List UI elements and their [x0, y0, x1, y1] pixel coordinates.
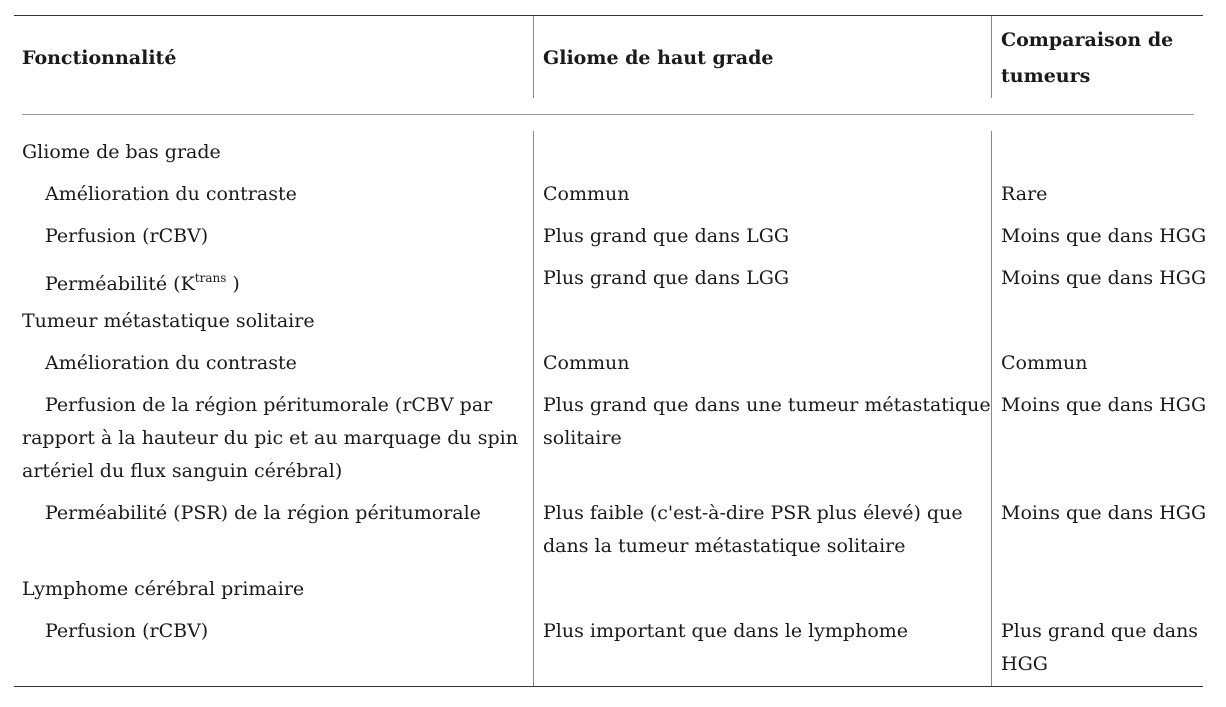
- header-fonctionnalite: Fonctionnalité: [22, 47, 177, 69]
- hgg-cell: Plus important que dans le lymphome: [543, 620, 909, 642]
- comparison-cell: Moins que dans HGG: [1001, 394, 1207, 416]
- hgg-cell: Plus grand que dans LGG: [543, 225, 790, 247]
- column-divider: [533, 131, 534, 686]
- feature-cell-cont: rapport à la hauteur du pic et au marquage du spin: [22, 427, 518, 449]
- hgg-cell: Commun: [543, 352, 630, 374]
- group-label: Lymphome cérébral primaire: [22, 578, 305, 600]
- comparison-cell-cont: HGG: [1001, 653, 1048, 675]
- comparison-cell: Moins que dans HGG: [1001, 502, 1207, 524]
- comparison-cell: Plus grand que dans: [1001, 620, 1199, 642]
- comparison-cell: Rare: [1001, 183, 1048, 205]
- feature-cell: Perfusion (rCBV): [45, 620, 209, 642]
- superscript-trans: trans: [194, 271, 227, 285]
- feature-cell: [45, 262, 240, 301]
- group-label: Tumeur métastatique solitaire: [22, 310, 315, 332]
- hgg-cell-cont: dans la tumeur métastatique solitaire: [543, 535, 906, 557]
- hgg-cell: Plus grand que dans LGG: [543, 267, 790, 289]
- feature-cell: Perfusion (rCBV): [45, 225, 209, 247]
- comparison-table: [14, 15, 1207, 687]
- hgg-cell: Plus grand que dans une tumeur métastatique: [543, 394, 991, 416]
- column-divider: [991, 131, 992, 686]
- feature-cell: Amélioration du contraste: [45, 352, 297, 374]
- feature-cell: Perméabilité (PSR) de la région péritumorale: [45, 502, 481, 524]
- column-divider: [991, 16, 992, 98]
- column-divider: [533, 16, 534, 98]
- feature-cell-cont: artériel du flux sanguin cérébral): [22, 460, 343, 482]
- header-separator: [22, 114, 1194, 115]
- feature-cell: Amélioration du contraste: [45, 183, 297, 205]
- hgg-cell-cont: solitaire: [543, 427, 622, 449]
- feature-text-suffix: ): [226, 273, 240, 295]
- header-comparaison-line2: tumeurs: [1001, 65, 1091, 87]
- group-label: Gliome de bas grade: [22, 141, 221, 163]
- hgg-cell: Plus faible (c'est-à-dire PSR plus élevé) que: [543, 502, 963, 524]
- hgg-cell: Commun: [543, 183, 630, 205]
- comparison-cell: Commun: [1001, 352, 1088, 374]
- comparison-cell: Moins que dans HGG: [1001, 225, 1207, 247]
- header-gliome-haut-grade: Gliome de haut grade: [543, 47, 774, 69]
- comparison-cell: Moins que dans HGG: [1001, 267, 1207, 289]
- header-comparaison-line1: Comparaison de: [1001, 29, 1174, 51]
- feature-cell: Perfusion de la région péritumorale (rCBV par: [45, 394, 493, 416]
- feature-text: Perméabilité (K: [45, 273, 195, 295]
